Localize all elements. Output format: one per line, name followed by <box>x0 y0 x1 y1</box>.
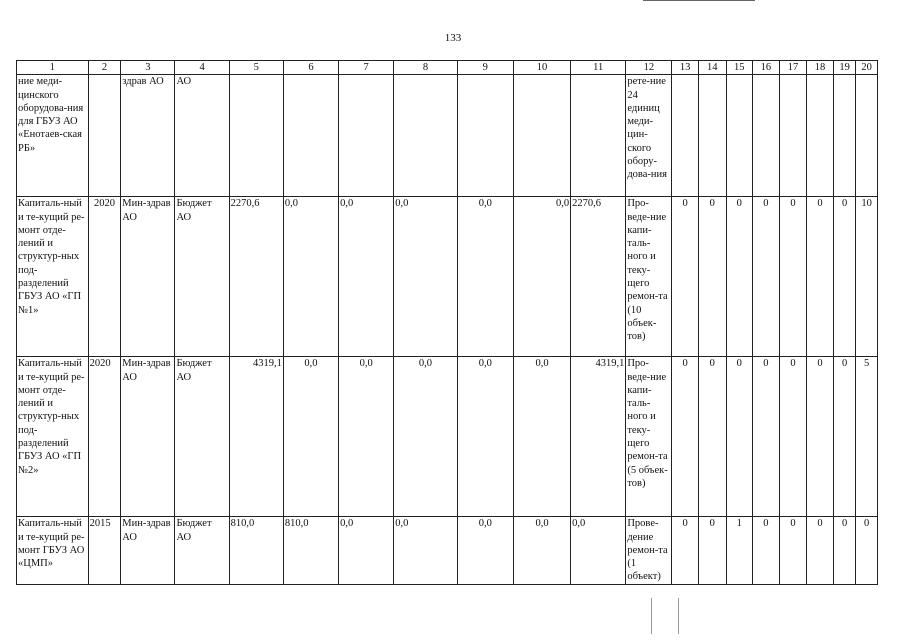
column-header: 14 <box>698 61 726 75</box>
cell-value: 810,0 <box>283 517 338 584</box>
cell-count: 1 <box>726 517 753 584</box>
cell-count: 0 <box>807 517 834 584</box>
cell-value <box>513 75 570 197</box>
cell-measure: Капиталь-ный и те-кущий ре-монт отде-лений и структур-ных под-разделений ГБУЗ АО «ГП №1» <box>17 197 89 357</box>
cell-value <box>283 75 338 197</box>
cell-year: 2020 <box>88 197 121 357</box>
column-header: 9 <box>457 61 513 75</box>
table-row <box>17 517 878 584</box>
cell-value: 0,0 <box>283 197 338 357</box>
cell-source: Бюджет АО <box>175 517 229 584</box>
cell-value: 810,0 <box>229 517 283 584</box>
data-table <box>16 60 878 585</box>
cell-count: 0 <box>698 517 726 584</box>
cell-count <box>753 75 780 197</box>
cell-executor: здрав АО <box>121 75 175 197</box>
cell-count: 5 <box>856 357 878 517</box>
cell-value <box>571 75 626 197</box>
cell-indicator: Про-веде-ние капи-таль-ного и теку-щего ремон-та (5 объек-тов) <box>626 357 672 517</box>
cell-value: 0,0 <box>513 517 570 584</box>
column-header: 15 <box>726 61 753 75</box>
column-header: 19 <box>833 61 855 75</box>
column-header: 12 <box>626 61 672 75</box>
column-header: 17 <box>779 61 807 75</box>
cell-value: 2270,6 <box>571 197 626 357</box>
cell-measure: Капиталь-ный и те-кущий ре-монт отде-лений и структур-ных под-разделений ГБУЗ АО «ГП №2» <box>17 357 89 517</box>
column-header: 2 <box>88 61 121 75</box>
cell-measure: Капиталь-ный и те-кущий ре-монт ГБУЗ АО «ЦМП» <box>17 517 89 584</box>
cell-count <box>726 75 753 197</box>
column-header: 7 <box>339 61 394 75</box>
page-number: 133 <box>444 32 462 44</box>
cell-executor: Мин-здрав АО <box>121 517 175 584</box>
cell-indicator: Прове-дение ремон-та (1 объект) <box>626 517 672 584</box>
table-row <box>17 197 878 357</box>
cell-source: АО <box>175 75 229 197</box>
table-row <box>17 75 878 197</box>
cell-count: 0 <box>726 197 753 357</box>
cell-indicator: Про-веде-ние капи-таль-ного и теку-щего ремон-та (10 объек-тов) <box>626 197 672 357</box>
cell-count: 10 <box>856 197 878 357</box>
cell-count: 0 <box>807 197 834 357</box>
cell-count: 0 <box>833 357 855 517</box>
scan-mark <box>678 598 679 634</box>
column-header: 6 <box>283 61 338 75</box>
column-header: 8 <box>394 61 457 75</box>
cell-value <box>339 75 394 197</box>
cell-indicator: рете-ние 24 единиц меди-цин-ского обору-дова-ния <box>626 75 672 197</box>
cell-value: 0,0 <box>457 357 513 517</box>
column-header: 10 <box>513 61 570 75</box>
cell-count: 0 <box>833 517 855 584</box>
cell-count: 0 <box>753 517 780 584</box>
column-header: 18 <box>807 61 834 75</box>
cell-count: 0 <box>807 357 834 517</box>
column-header: 11 <box>571 61 626 75</box>
column-header: 5 <box>229 61 283 75</box>
cell-source: Бюджет АО <box>175 197 229 357</box>
cell-count <box>856 75 878 197</box>
cell-value <box>229 75 283 197</box>
cell-count: 0 <box>672 517 699 584</box>
cell-year: 2015 <box>88 517 121 584</box>
cell-count <box>698 75 726 197</box>
cell-count: 0 <box>856 517 878 584</box>
top-rule <box>643 0 755 1</box>
cell-count: 0 <box>779 197 807 357</box>
cell-value: 0,0 <box>283 357 338 517</box>
cell-value: 2270,6 <box>229 197 283 357</box>
cell-count <box>807 75 834 197</box>
cell-count: 0 <box>753 197 780 357</box>
cell-value: 0,0 <box>339 357 394 517</box>
column-header: 20 <box>856 61 878 75</box>
cell-value: 0,0 <box>339 517 394 584</box>
cell-count: 0 <box>672 197 699 357</box>
table-row <box>17 357 878 517</box>
cell-year: 2020 <box>88 357 121 517</box>
cell-value <box>394 75 457 197</box>
cell-count: 0 <box>779 357 807 517</box>
cell-count <box>779 75 807 197</box>
cell-count: 0 <box>726 357 753 517</box>
cell-value: 4319,1 <box>229 357 283 517</box>
scan-mark <box>651 598 652 634</box>
cell-value: 0,0 <box>394 517 457 584</box>
cell-value: 0,0 <box>513 357 570 517</box>
column-header: 13 <box>672 61 699 75</box>
cell-count: 0 <box>779 517 807 584</box>
cell-value: 0,0 <box>394 357 457 517</box>
cell-measure: ние меди-цинского оборудова-ния для ГБУЗ АО «Енотаев-ская РБ» <box>17 75 89 197</box>
cell-count: 0 <box>672 357 699 517</box>
cell-count: 0 <box>698 357 726 517</box>
cell-count: 0 <box>698 197 726 357</box>
column-header: 4 <box>175 61 229 75</box>
cell-count <box>833 75 855 197</box>
cell-count: 0 <box>753 357 780 517</box>
column-header: 1 <box>17 61 89 75</box>
column-header: 3 <box>121 61 175 75</box>
cell-executor: Мин-здрав АО <box>121 197 175 357</box>
column-header: 16 <box>753 61 780 75</box>
cell-year <box>88 75 121 197</box>
cell-value: 0,0 <box>513 197 570 357</box>
cell-value: 4319,1 <box>571 357 626 517</box>
cell-count <box>672 75 699 197</box>
cell-count: 0 <box>833 197 855 357</box>
cell-source: Бюджет АО <box>175 357 229 517</box>
cell-value <box>457 75 513 197</box>
cell-value: 0,0 <box>571 517 626 584</box>
header-row <box>17 61 878 75</box>
cell-value: 0,0 <box>394 197 457 357</box>
cell-value: 0,0 <box>457 197 513 357</box>
cell-value: 0,0 <box>457 517 513 584</box>
cell-value: 0,0 <box>339 197 394 357</box>
cell-executor: Мин-здрав АО <box>121 357 175 517</box>
